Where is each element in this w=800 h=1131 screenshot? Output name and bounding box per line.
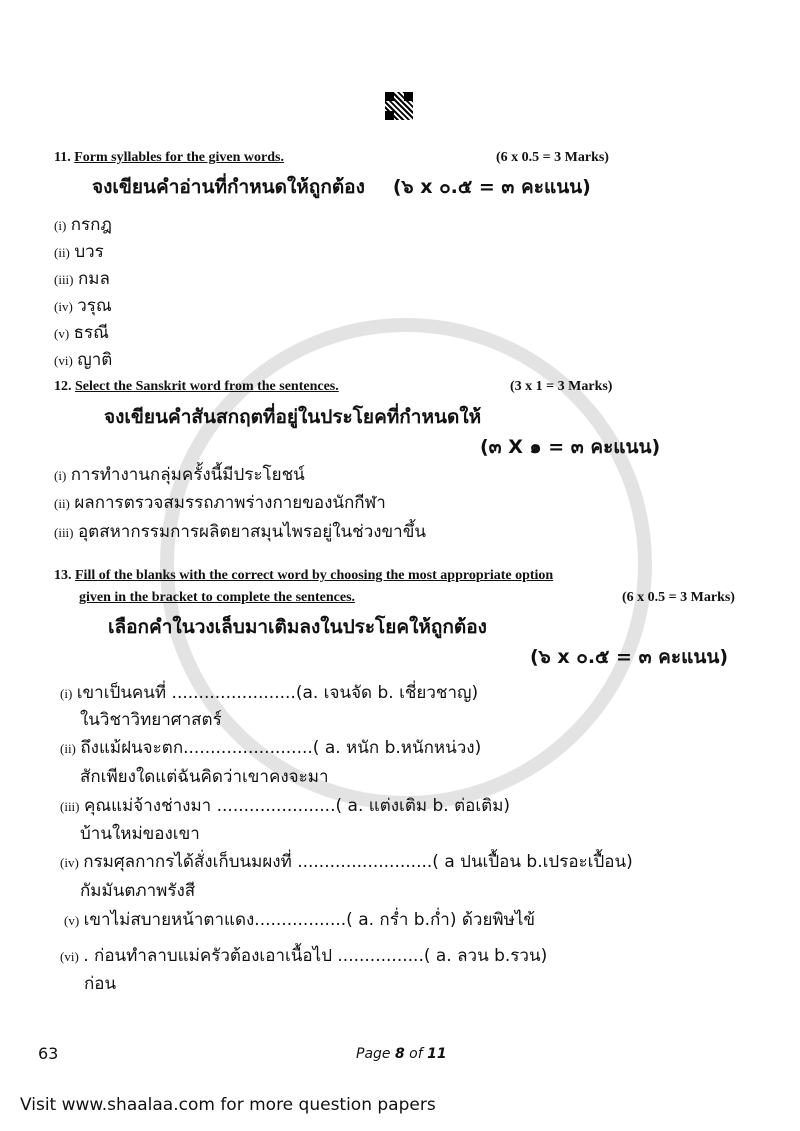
q13-item (60, 945, 547, 968)
item-number: (i) (54, 468, 67, 483)
q12-item (54, 464, 305, 487)
item-number: (iii) (60, 799, 80, 814)
item-number: (v) (64, 913, 80, 928)
q13-thai-marks: (๖ x ๐.๕ = ๓ คะแนน) (530, 646, 728, 668)
item-text: คุณแม่จ้างช่างมา ......................( a. แต่งเติม b. ต่อเติม) (83, 796, 511, 816)
q13-heading-line2 (79, 589, 355, 607)
q13-heading (54, 567, 553, 585)
item-number: (iii) (54, 272, 74, 287)
q11-thai-heading-row (92, 175, 591, 200)
q12-thai-title: จงเขียนคำสันสกฤตที่อยู่ในประโยคที่กำหนดให้ (104, 406, 482, 428)
q13-item-continuation: ในวิชาวิทยาศาสตร์ (80, 710, 222, 730)
page-number (356, 1045, 447, 1063)
qr-code (385, 92, 413, 120)
item-text: ผลการตรวจสมรรถภาพร่างกายของนักกีฬา (74, 493, 386, 513)
q13-item-continuation: กัมมันตภาพรังสี (80, 881, 196, 901)
item-text: บวร (74, 242, 104, 262)
item-text: กรกฎ (70, 215, 112, 235)
q11-item (54, 295, 112, 318)
q13-title-line2: given in the bracket to complete the sentences. (79, 590, 356, 605)
item-number: (ii) (54, 496, 70, 511)
q13-marks: (6 x 0.5 = 3 Marks) (622, 590, 735, 605)
item-number: (vi) (54, 353, 73, 368)
q12-number: 12. (54, 379, 72, 394)
item-text: อุตสหากรรมการผลิตยาสมุนไพรอยู่ในช่วงขาขึ้น (77, 522, 426, 542)
q11-item (54, 268, 110, 291)
item-number: (vi) (60, 949, 79, 964)
q12-item (54, 521, 426, 544)
q12-title: Select the Sanskrit word from the sentences. (75, 379, 339, 394)
q11-item (54, 349, 112, 372)
page-prefix: Page (356, 1046, 395, 1062)
q11-heading (54, 149, 284, 167)
q13-item (64, 909, 535, 932)
q11-thai-marks: (๖ x ๐.๕ = ๓ คะแนน) (392, 176, 591, 198)
q13-item-continuation: บ้านใหม่ของเขา (80, 824, 200, 844)
page-code: 63 (38, 1044, 59, 1063)
q13-item (60, 851, 633, 874)
q13-item (60, 682, 478, 705)
q11-heading-row (54, 149, 308, 167)
q12-marks: (3 x 1 = 3 Marks) (510, 379, 613, 394)
q11-number: 11. (54, 150, 71, 165)
q11-marks: (6 x 0.5 = 3 Marks) (496, 150, 609, 165)
q13-title-line1: Fill of the blanks with the correct word by choosing the most appropriate option (75, 568, 554, 583)
item-text: . ก่อนทำลาบแม่ครัวต้องเอาเนื้อไป ................( a. ลวน b.รวน) (83, 946, 548, 966)
item-number: (ii) (54, 245, 70, 260)
q11-thai-title: จงเขียนคำอ่านที่กำหนดให้ถูกต้อง (92, 176, 365, 198)
q11-title: Form syllables for the given words. (74, 150, 284, 165)
q11-item (54, 322, 109, 345)
q13-item (60, 795, 510, 818)
page-of: of (404, 1046, 428, 1062)
q12-thai-marks: (๓ X ๑ = ๓ คะแนน) (480, 436, 661, 458)
item-text: กมล (77, 269, 110, 289)
q12-item (54, 492, 386, 515)
q11-item (54, 214, 112, 237)
item-number: (i) (54, 218, 67, 233)
item-number: (iv) (60, 855, 79, 870)
item-number: (v) (54, 326, 70, 341)
item-text: เขาไม่สบายหน้าตาแดง.................( a. กร่ำ b.ก่ำ) ด้วยพิษไข้ (83, 910, 535, 930)
item-text: การทำงานกลุ่มครั้งนี้มีประโยชน์ (70, 465, 305, 485)
q13-item (60, 737, 481, 760)
item-text: ธรณี (73, 323, 109, 343)
page-current: 8 (394, 1046, 405, 1062)
item-number: (iii) (54, 525, 74, 540)
q12-heading (54, 378, 339, 396)
item-text: วรุณ (77, 296, 112, 316)
q13-item-continuation: ก่อน (84, 974, 117, 994)
item-number: (ii) (60, 741, 76, 756)
item-number: (iv) (54, 299, 73, 314)
item-text: กรมศุลกากรได้สั่งเก็บนมผงที่ .........................( a ปนเปื้อน b.เปรอะเปื้อน) (83, 852, 633, 872)
item-number: (i) (60, 686, 73, 701)
q13-item-continuation: สักเพียงใดแต่ฉันคิดว่าเขาคงจะมา (80, 767, 329, 787)
page-total: 11 (427, 1046, 447, 1062)
q13-number: 13. (54, 568, 72, 583)
visit-link[interactable]: Visit www.shaalaa.com for more question papers (20, 1095, 436, 1115)
item-text: ถึงแม้ฝนจะตก........................( a. หนัก b.หนักหน่วง) (80, 738, 482, 758)
q11-item (54, 241, 104, 264)
item-text: ญาติ (77, 350, 113, 370)
item-text: เขาเป็นคนที่ .......................(a. เจนจัด b. เชี่ยวชาญ) (76, 683, 479, 703)
q13-thai-title: เลือกคำในวงเล็บมาเติมลงในประโยคให้ถูกต้อง (108, 616, 487, 638)
